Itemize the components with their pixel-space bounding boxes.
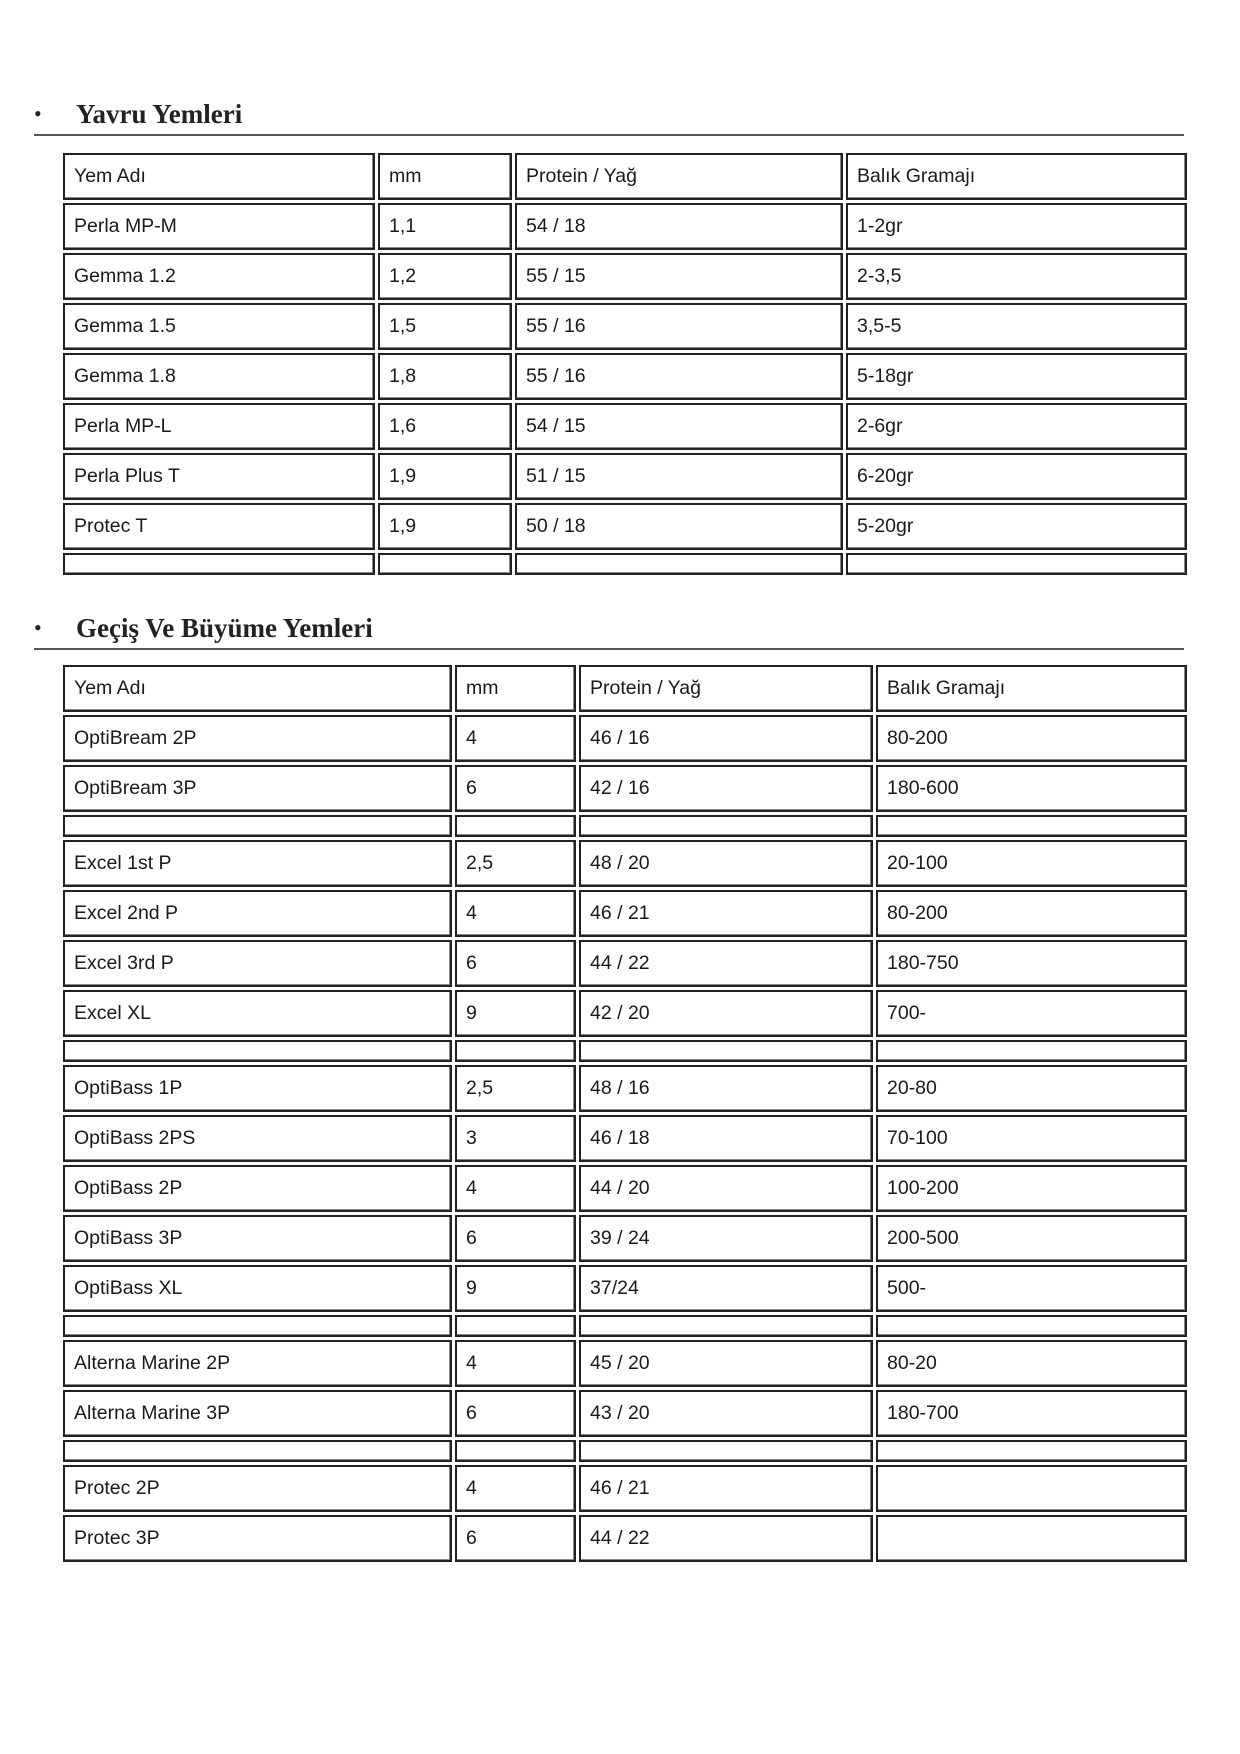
feed-table-yavru — [60, 150, 1190, 578]
empty-cell — [515, 553, 843, 575]
table-cell: 20-100 — [876, 840, 1187, 887]
empty-cell — [455, 815, 576, 837]
table-cell: 2-3,5 — [846, 253, 1187, 300]
table-row — [63, 1115, 1187, 1162]
table-row — [63, 1390, 1187, 1437]
table-cell: Protec 2P — [63, 1465, 452, 1512]
table-cell: 55 / 16 — [515, 353, 843, 400]
table-cell: 55 / 16 — [515, 303, 843, 350]
table-cell: 180-600 — [876, 765, 1187, 812]
table-cell: 180-750 — [876, 940, 1187, 987]
table-cell: 44 / 20 — [579, 1165, 873, 1212]
empty-cell — [63, 1040, 452, 1062]
column-header: mm — [378, 153, 512, 200]
table-cell: Alterna Marine 2P — [63, 1340, 452, 1387]
table-row — [63, 940, 1187, 987]
table-cell: OptiBass 2PS — [63, 1115, 452, 1162]
table-cell: 46 / 16 — [579, 715, 873, 762]
table-cell: 2-6gr — [846, 403, 1187, 450]
table-cell: 1,2 — [378, 253, 512, 300]
table-row — [63, 1065, 1187, 1112]
empty-cell — [876, 815, 1187, 837]
table-cell: 200-500 — [876, 1215, 1187, 1262]
table-cell: 44 / 22 — [579, 940, 873, 987]
table-cell: 1-2gr — [846, 203, 1187, 250]
table-row — [63, 203, 1187, 250]
table-cell: Perla MP-M — [63, 203, 375, 250]
table-row — [63, 303, 1187, 350]
table-cell: 4 — [455, 890, 576, 937]
table-cell: 5-18gr — [846, 353, 1187, 400]
column-header: Balık Gramajı — [876, 665, 1187, 712]
table-cell: 46 / 21 — [579, 890, 873, 937]
table-cell: OptiBream 3P — [63, 765, 452, 812]
spacer-row — [63, 1440, 1187, 1462]
table-cell: 55 / 15 — [515, 253, 843, 300]
table-cell: 46 / 18 — [579, 1115, 873, 1162]
table-row — [63, 253, 1187, 300]
table-cell: 1,9 — [378, 503, 512, 550]
column-header: Yem Adı — [63, 153, 375, 200]
bullet-icon: • — [34, 615, 42, 640]
column-header: Yem Adı — [63, 665, 452, 712]
table-cell: 48 / 16 — [579, 1065, 873, 1112]
table-row — [63, 1215, 1187, 1262]
table-cell: Excel 2nd P — [63, 890, 452, 937]
table-cell: 100-200 — [876, 1165, 1187, 1212]
table-cell: 4 — [455, 1165, 576, 1212]
table-cell: OptiBass XL — [63, 1265, 452, 1312]
table-cell: 6 — [455, 1215, 576, 1262]
table-cell: 46 / 21 — [579, 1465, 873, 1512]
table-cell: 3,5-5 — [846, 303, 1187, 350]
table-row — [63, 353, 1187, 400]
table-cell: 44 / 22 — [579, 1515, 873, 1562]
empty-cell — [63, 553, 375, 575]
section-title: Geçiş Ve Büyüme Yemleri — [76, 613, 373, 643]
table-cell: 5-20gr — [846, 503, 1187, 550]
empty-cell — [63, 1315, 452, 1337]
table-row — [63, 1515, 1187, 1562]
column-header: Protein / Yağ — [579, 665, 873, 712]
table-cell: 6 — [455, 940, 576, 987]
table-header-row — [63, 153, 1187, 200]
table-cell: 54 / 18 — [515, 203, 843, 250]
table-cell: 48 / 20 — [579, 840, 873, 887]
table-cell: OptiBass 2P — [63, 1165, 452, 1212]
table-row — [63, 1165, 1187, 1212]
table-cell: 9 — [455, 1265, 576, 1312]
table-row — [63, 890, 1187, 937]
table-cell: 50 / 18 — [515, 503, 843, 550]
table-cell: 4 — [455, 1465, 576, 1512]
table-cell: 6 — [455, 1390, 576, 1437]
table-cell: OptiBass 1P — [63, 1065, 452, 1112]
empty-cell — [876, 1315, 1187, 1337]
table-row — [63, 453, 1187, 500]
table-cell: Gemma 1.5 — [63, 303, 375, 350]
table-cell: 4 — [455, 1340, 576, 1387]
table-cell: Gemma 1.8 — [63, 353, 375, 400]
table-cell: 1,5 — [378, 303, 512, 350]
empty-cell — [579, 1315, 873, 1337]
table-cell: Excel 1st P — [63, 840, 452, 887]
table-cell: OptiBass 3P — [63, 1215, 452, 1262]
table-cell: 180-700 — [876, 1390, 1187, 1437]
table-cell: 37/24 — [579, 1265, 873, 1312]
empty-cell — [579, 1040, 873, 1062]
table-row — [63, 715, 1187, 762]
empty-cell — [876, 1040, 1187, 1062]
table-cell: 2,5 — [455, 840, 576, 887]
table-cell: Alterna Marine 3P — [63, 1390, 452, 1437]
column-header: mm — [455, 665, 576, 712]
table-row — [63, 1340, 1187, 1387]
table-cell: 1,1 — [378, 203, 512, 250]
column-header: Balık Gramajı — [846, 153, 1187, 200]
table-cell: 80-200 — [876, 890, 1187, 937]
table-row — [63, 765, 1187, 812]
table-row — [63, 403, 1187, 450]
table-cell: 500- — [876, 1265, 1187, 1312]
table-cell: 2,5 — [455, 1065, 576, 1112]
table-cell: 9 — [455, 990, 576, 1037]
empty-cell — [63, 815, 452, 837]
section-heading-gecis — [34, 612, 1184, 650]
table-row — [63, 1265, 1187, 1312]
table-cell: 3 — [455, 1115, 576, 1162]
table-cell: Excel XL — [63, 990, 452, 1037]
table-cell: Perla Plus T — [63, 453, 375, 500]
empty-cell — [876, 1440, 1187, 1462]
table-cell: 20-80 — [876, 1065, 1187, 1112]
table-cell: Gemma 1.2 — [63, 253, 375, 300]
section-heading-yavru — [34, 98, 1184, 136]
table-header-row — [63, 665, 1187, 712]
empty-cell — [378, 553, 512, 575]
table-cell: OptiBream 2P — [63, 715, 452, 762]
table-cell: 80-20 — [876, 1340, 1187, 1387]
spacer-row — [63, 1040, 1187, 1062]
spacer-row — [63, 553, 1187, 575]
table-cell: 6-20gr — [846, 453, 1187, 500]
empty-cell — [846, 553, 1187, 575]
table-cell: 42 / 20 — [579, 990, 873, 1037]
section-title: Yavru Yemleri — [76, 99, 243, 129]
spacer-row — [63, 815, 1187, 837]
table-cell: 1,9 — [378, 453, 512, 500]
table-cell: 1,6 — [378, 403, 512, 450]
table-cell: 54 / 15 — [515, 403, 843, 450]
table-cell: 80-200 — [876, 715, 1187, 762]
table-cell — [876, 1465, 1187, 1512]
table-row — [63, 1465, 1187, 1512]
empty-cell — [579, 1440, 873, 1462]
table-cell: 700- — [876, 990, 1187, 1037]
table-cell: 42 / 16 — [579, 765, 873, 812]
table-row — [63, 503, 1187, 550]
table-cell: 4 — [455, 715, 576, 762]
table-cell: 1,8 — [378, 353, 512, 400]
table-cell: Protec T — [63, 503, 375, 550]
empty-cell — [455, 1315, 576, 1337]
table-row — [63, 840, 1187, 887]
table-cell: Protec 3P — [63, 1515, 452, 1562]
table-cell: Excel 3rd P — [63, 940, 452, 987]
table-row — [63, 990, 1187, 1037]
table-cell: 6 — [455, 1515, 576, 1562]
empty-cell — [455, 1440, 576, 1462]
column-header: Protein / Yağ — [515, 153, 843, 200]
bullet-icon: • — [34, 101, 42, 126]
table-cell: 51 / 15 — [515, 453, 843, 500]
empty-cell — [63, 1440, 452, 1462]
table-cell — [876, 1515, 1187, 1562]
table-cell: 6 — [455, 765, 576, 812]
table-cell: 39 / 24 — [579, 1215, 873, 1262]
table-cell: 43 / 20 — [579, 1390, 873, 1437]
table-cell: Perla MP-L — [63, 403, 375, 450]
spacer-row — [63, 1315, 1187, 1337]
table-cell: 45 / 20 — [579, 1340, 873, 1387]
empty-cell — [455, 1040, 576, 1062]
feed-table-gecis — [60, 662, 1190, 1565]
table-cell: 70-100 — [876, 1115, 1187, 1162]
empty-cell — [579, 815, 873, 837]
